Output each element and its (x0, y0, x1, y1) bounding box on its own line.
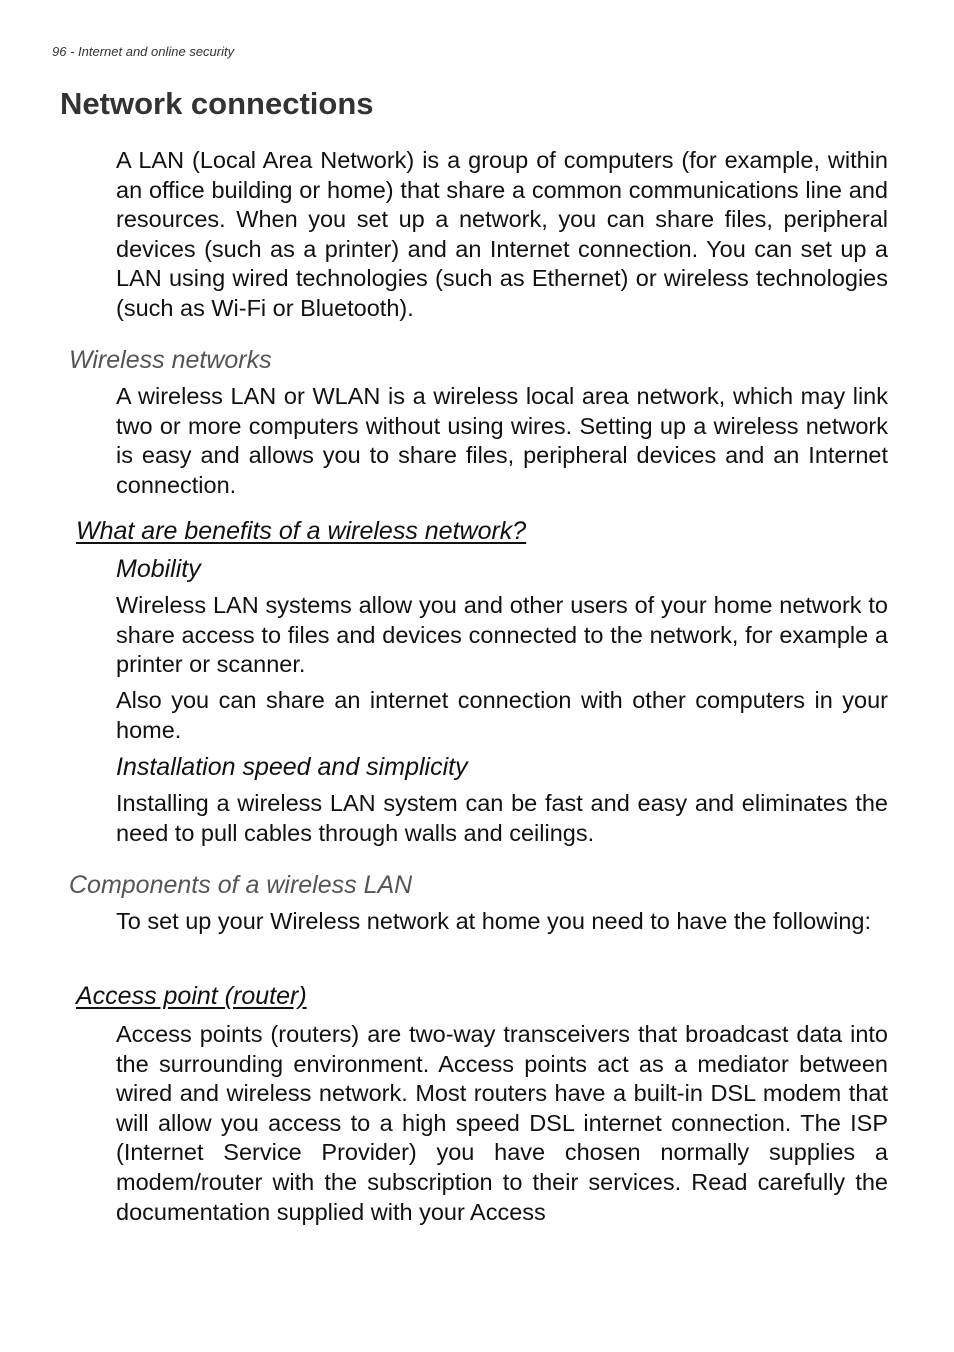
installation-heading: Installation speed and simplicity (116, 753, 468, 781)
mobility-paragraph-2: Also you can share an internet connection with other computers in your home. (116, 687, 888, 743)
components-heading: Components of a wireless LAN (69, 871, 413, 899)
running-head: 96 - Internet and online security (52, 44, 235, 59)
access-point-paragraph: Access points (routers) are two-way transceivers that broadcast data into the surrounding environment. Access points act as a mediator between wired and wireless network. Most routers have a built-in DSL modem that will allow you access to a high speed DSL internet connection. The ISP (Internet Service Provider) you have chosen normally supplies a modem/router with the subscription to their services. Read carefully the documentation supplied with your Access (116, 1021, 888, 1225)
mobility-paragraph-1: Wireless LAN systems allow you and other users of your home network to share access to files and devices connected to the network, for example a printer or scanner. (116, 592, 888, 678)
mobility-heading: Mobility (116, 555, 201, 583)
intro-paragraph: A LAN (Local Area Network) is a group of computers (for example, within an office building or home) that share a common communications line and resources. When you set up a network, you can share files, peripheral devices (such as a printer) and an Internet connection. You can set up a LAN using wired technologies (such as Ethernet) or wireless technologies (such as Wi-Fi or Bluetooth). (116, 147, 888, 321)
installation-paragraph: Installing a wireless LAN system can be fast and easy and eliminates the need to pull cables through walls and ceilings. (116, 790, 888, 846)
benefits-heading: What are benefits of a wireless network? (76, 517, 527, 545)
access-point-heading: Access point (router) (76, 982, 307, 1010)
components-paragraph: To set up your Wireless network at home you need to have the following: (116, 908, 872, 934)
wireless-networks-heading: Wireless networks (69, 346, 272, 374)
page-title: Network connections (60, 86, 374, 121)
wireless-networks-paragraph: A wireless LAN or WLAN is a wireless local area network, which may link two or more computers without using wires. Setting up a wireless network is easy and allows you to share files, peripheral devices and an Internet connection. (116, 383, 888, 498)
